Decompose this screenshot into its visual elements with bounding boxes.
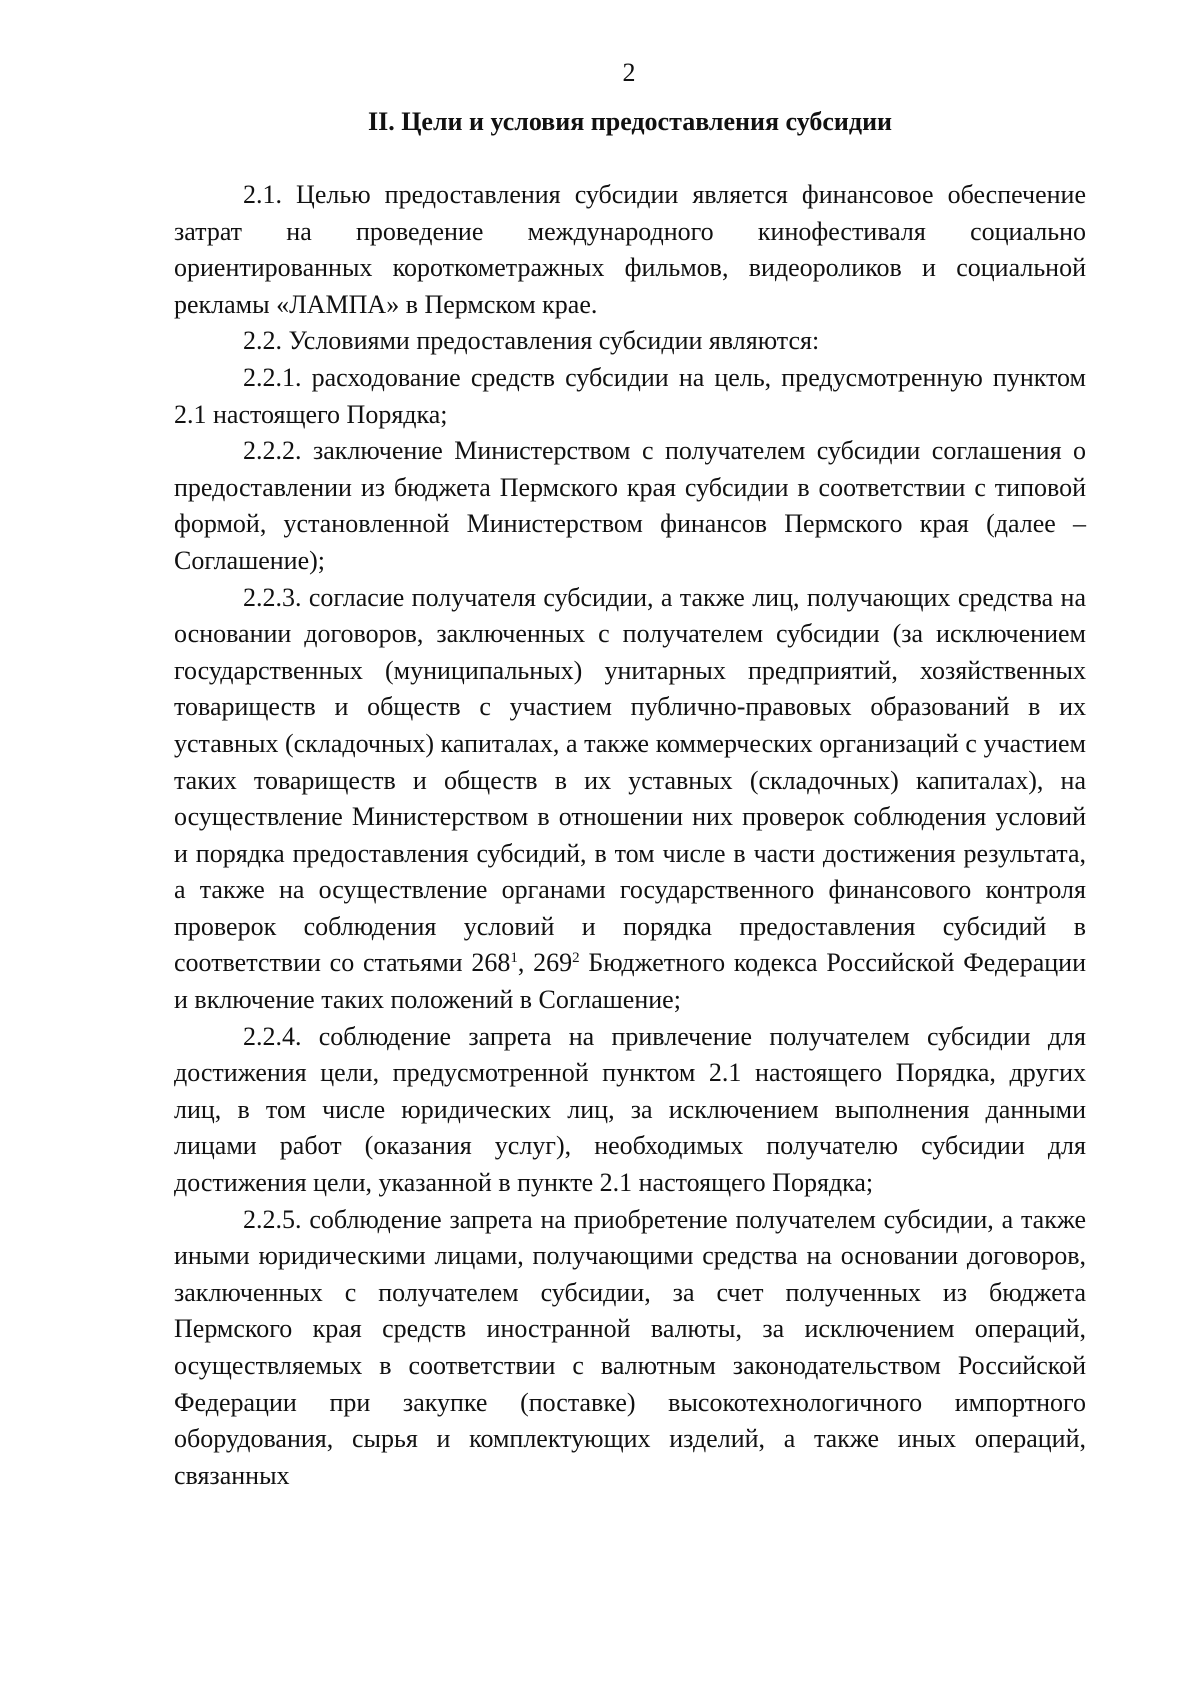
paragraph-2-2-3 [174,580,1086,1019]
section-title: II. Цели и условия предоставления субсидии [367,107,893,136]
paragraph-2-2-1: 2.2.1. расходование средств субсидии на цель, предусмотренную пунктом 2.1 настоящего Порядка; [174,362,1086,429]
paragraph-2-2-3-text-b: , 269 [517,948,573,978]
paragraph-2-2-5: 2.2.5. соблюдение запрета на приобретение получателем субсидии, а также иными юридическими лицами, получающими средства на основании договоров, заключенных с получателем субсидии, за счет полученных из бюджета Пермского края средств иностранной валюты, за исключением операций, осуществляемых в соответствии с валютным законодательством Российской Федерации при закупке (поставке) высокотехнологичного импортного оборудования, сырья и комплектующих изделий, а также иных операций, связанных [174,1204,1086,1490]
paragraph-2-2: 2.2. Условиями предоставления субсидии являются: [243,326,820,356]
superscript-article-268: 1 [510,950,518,967]
paragraph-2-2-2: 2.2.2. заключение Министерством с получателем субсидии соглашения о предоставлении из бюджета Пермского края субсидии в соответствии с типовой формой, установленной Министерством финансов Пермского края (далее – Соглашение); [174,436,1086,575]
superscript-article-269: 2 [572,950,580,967]
page-number: 2 [622,58,636,87]
document-body [174,177,1086,1494]
paragraph-2-1: 2.1. Целью предоставления субсидии является финансовое обеспечение затрат на проведение международного кинофестиваля социально ориентированных короткометражных фильмов, видеороликов и социальной рекламы «ЛАМПА» в Пермском крае. [174,180,1086,319]
paragraph-2-2-3-text-c: Бюджетного кодекса Российской Федерации и включение таких положений в Соглашение; [174,948,1086,1015]
paragraph-2-2-3-text-a: 2.2.3. согласие получателя субсидии, а также лиц, получающих средства на основании договоров, заключенных с получателем субсидии (за исключением государственных (муниципальных) унитарных предприятий, хозяйственных товариществ и обществ с участием публично-правовых образований в их уставных (складочных) капиталах, а также коммерческих организаций с участием таких товариществ и обществ в их уставных (складочных) капиталах), на осуществление Министерством в отношении них проверок соблюдения условий и порядка предоставления субсидий, в том числе в части достижения результата, а также на осуществление органами государственного финансового контроля проверок соблюдения условий и порядка предоставления субсидий в соответствии со статьями 268 [174,582,1086,978]
paragraph-2-2-4: 2.2.4. соблюдение запрета на привлечение получателем субсидии для достижения цели, предусмотренной пунктом 2.1 настоящего Порядка, других лиц, в том числе юридических лиц, за исключением выполнения данными лицами работ (оказания услуг), необходимых получателю субсидии для достижения цели, указанной в пункте 2.1 настоящего Порядка; [174,1021,1086,1198]
